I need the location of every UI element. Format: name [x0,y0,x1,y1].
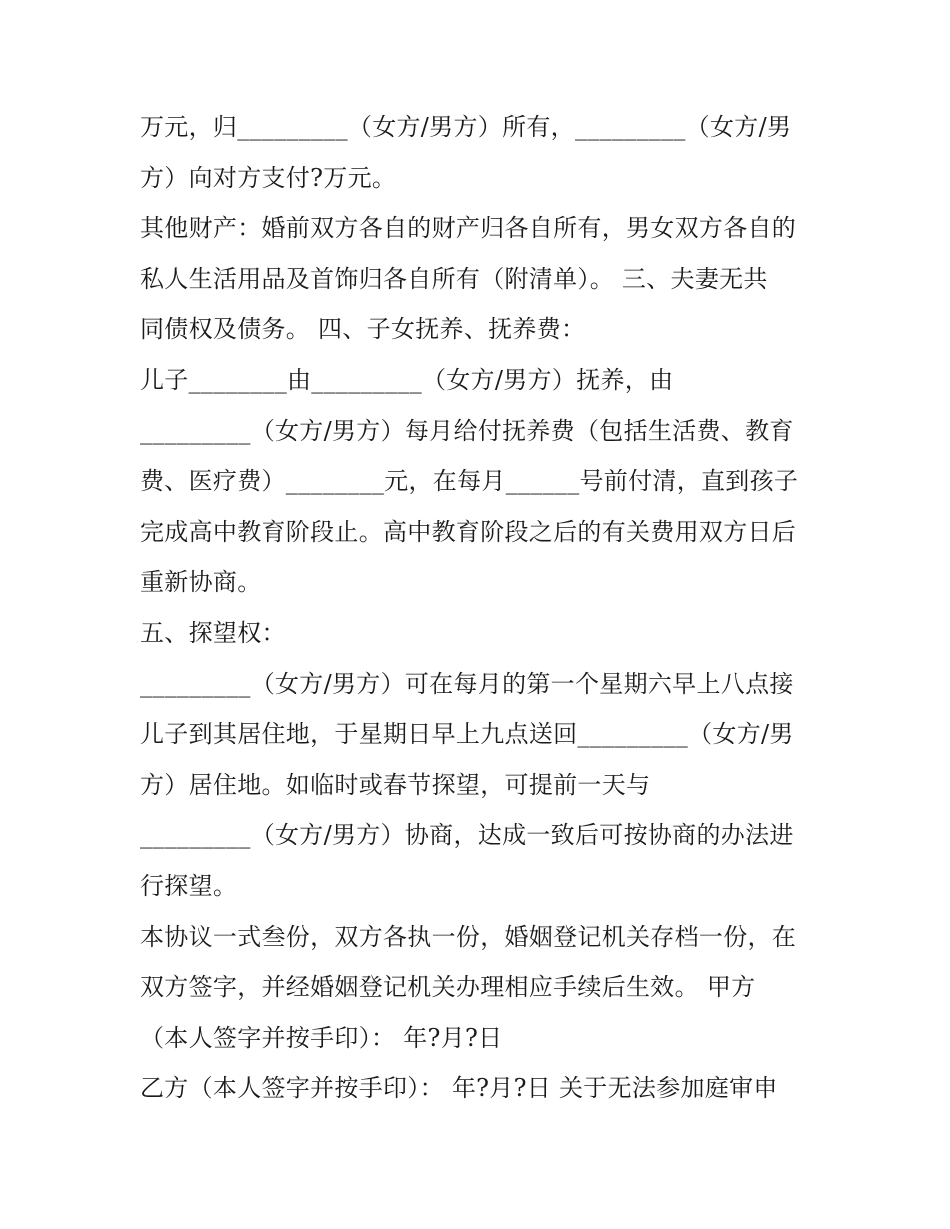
text-line: 同债权及债务。 四、子女抚养、抚养费： [140,315,586,344]
text-line: 私人生活用品及首饰归各自所有（附清单）。 三、夫妻无共 [140,264,768,293]
signature-line-party-a: （本人签字并按手印）： 年?月?日 [140,1023,503,1052]
text-line: _________（女方/男方）每月给付抚养费（包括生活费、教育 [140,416,794,445]
document-body [140,102,820,1114]
text-line: 儿子到其居住地，于星期日早上九点送回_________（女方/男 [140,720,794,749]
text-line: _________（女方/男方）协商，达成一致后可按协商的办法进 [140,821,794,850]
text-line: 其他财产：婚前双方各自的财产归各自所有，男女双方各自的 [140,214,797,243]
text-line: 行探望。 [140,871,238,900]
text-line: 完成高中教育阶段止。高中教育阶段之后的有关费用双方日后 [140,517,797,546]
text-line: 费、医疗费）________元，在每月______号前付清，直到孩子 [140,467,799,496]
text-line: 双方签字，并经婚姻登记机关办理相应手续后生效。 甲方 [140,973,756,1002]
section-heading: 五、探望权： [140,618,286,647]
text-line: _________（女方/男方）可在每月的第一个星期六早上八点接 [140,669,794,698]
signature-line-party-b: 乙方（本人签字并按手印）： 年?月?日 关于无法参加庭审申 [140,1074,778,1103]
text-line: 本协议一式叁份，双方各执一份，婚姻登记机关存档一份，在 [140,922,797,951]
text-line: 方）居住地。如临时或春节探望，可提前一天与 [140,770,651,799]
text-line: 儿子________由_________（女方/男方）抚养，由 [140,365,674,394]
text-line: 方）向对方支付?万元。 [140,163,397,192]
text-line: 万元，归_________（女方/男方）所有，_________（女方/男 [140,113,792,141]
text-line: 重新协商。 [140,568,262,597]
